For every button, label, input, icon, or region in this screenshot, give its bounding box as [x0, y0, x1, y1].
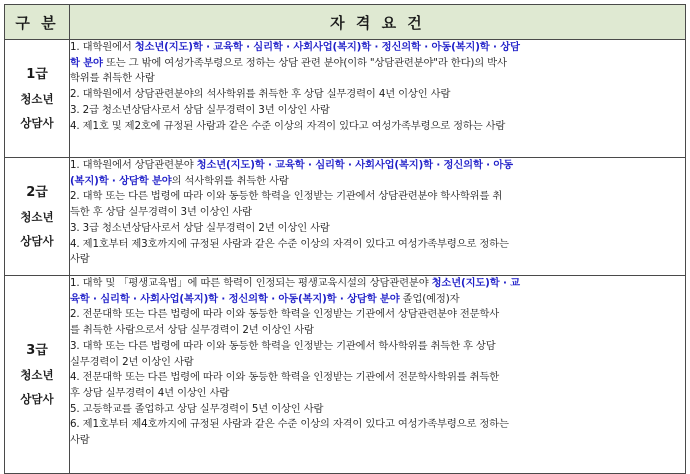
requirement-item: 득한 후 상담 실무경력이 3년 이상인 사람 [70, 206, 252, 219]
requirements-cell [70, 40, 686, 158]
requirement-item [70, 174, 685, 190]
requirement-item: 4. 전문대학 또는 다른 법령에 따라 이와 동등한 학력을 인정받는 기관에서 전문학사학위를 취득한 [70, 371, 500, 384]
requirements-cell [70, 158, 686, 276]
field-highlight: 청소년(지도)학 · 교 [431, 277, 520, 289]
requirement-item [70, 292, 685, 308]
requirement-item [70, 40, 685, 56]
qualification-table [4, 4, 686, 474]
grade-cell [5, 40, 70, 158]
requirement-item: 실무경력이 2년 이상인 사람 [70, 355, 194, 368]
requirement-item: 사람 [70, 434, 90, 447]
requirement-item: 후 상담 실무경력이 4년 이상인 사람 [70, 386, 230, 399]
requirement-text: 1. 대학원에서 상담관련분야 [70, 159, 197, 171]
requirement-item [70, 276, 685, 292]
grade-cell [5, 276, 70, 474]
requirement-item: 6. 제1호부터 제4호까지에 규정된 사람과 같은 수준 이상의 자격이 있다고 여성가족부령으로 정하는 [70, 418, 509, 431]
requirement-item: 3. 2급 청소년상담사로서 상담 실무경력이 3년 이상인 사람 [70, 103, 330, 116]
grade-title-line2: 상담사 [20, 233, 54, 248]
grade-label: 1급 [26, 66, 48, 82]
requirement-item: 학위를 취득한 사람 [70, 72, 155, 85]
requirement-item: 3. 3급 청소년상담사로서 상담 실무경력이 2년 이상인 사람 [70, 221, 330, 234]
requirement-text: 1. 대학원에서 [70, 41, 135, 53]
table-row [5, 158, 686, 276]
requirement-text: 졸업(예정)자 [399, 292, 460, 305]
requirement-item [70, 158, 685, 174]
requirement-item: 4. 제1호 및 제2호에 규정된 사람과 같은 수준 이상의 자격이 있다고 여성가족부령으로 정하는 사람 [70, 119, 506, 132]
table-row [5, 40, 686, 158]
requirement-item: 사람 [70, 253, 90, 266]
field-highlight: 육학 · 심리학 · 사회사업(복지)학 · 정신의학 · 아동(복지)학 · 상담학 분야 [70, 292, 400, 305]
field-highlight: 청소년(지도)학 · 교육학 · 심리학 · 사회사업(복지)학 · 정신의학 · 아동 [196, 159, 513, 171]
grade-title-line1: 청소년 [20, 91, 54, 106]
field-highlight: (복지)학 · 상담학 분야 [70, 174, 172, 187]
requirement-item: 2. 전문대학 또는 다른 법령에 따라 이와 동등한 학력을 인정받는 기관에서 상담관련분야 전문학사 [70, 308, 500, 321]
grade-title-line1: 청소년 [20, 209, 54, 224]
field-highlight: 학 분야 [70, 56, 103, 69]
grade-title-line2: 상담사 [20, 115, 54, 130]
field-highlight: 청소년(지도)학 · 교육학 · 심리학 · 사회사업(복지)학 · 정신의학 · 아동(복지)학 · 상담 [134, 41, 520, 53]
grade-title-line1: 청소년 [20, 367, 54, 382]
requirement-item: 3. 대학 또는 다른 법령에 따라 이와 동등한 학력을 인정받는 기관에서 학사학위를 취득한 후 상담 [70, 339, 496, 352]
table-row [5, 276, 686, 474]
requirement-item: 2. 대학 또는 다른 법령에 따라 이와 동등한 학력을 인정받는 기관에서 상담관련분야 학사학위를 취 [70, 190, 503, 203]
grade-label: 3급 [26, 342, 48, 358]
requirement-item: 4. 제1호부터 제3호까지에 규정된 사람과 같은 수준 이상의 자격이 있다고 여성가족부령으로 정하는 [70, 237, 509, 250]
requirement-text: 의 석사학위를 취득한 사람 [171, 174, 289, 187]
header-row [5, 5, 686, 40]
grade-label: 2급 [26, 184, 48, 200]
requirements-cell [70, 276, 686, 474]
requirement-item [70, 56, 685, 72]
grade-title-line2: 상담사 [20, 391, 54, 406]
header-requirements: 자 격 요 건 [70, 5, 686, 40]
requirement-text: 또는 그 밖에 여성가족부령으로 정하는 상담 관련 분야(이하 "상담관련분야"라 한다)의 박사 [102, 56, 507, 69]
requirement-text: 1. 대학 및 「평생교육법」에 따른 학력이 인정되는 평생교육시설의 상담관련분야 [70, 277, 432, 289]
requirement-item: 5. 고등학교를 졸업하고 상담 실무경력이 5년 이상인 사람 [70, 402, 324, 415]
requirement-item: 2. 대학원에서 상담관련분야의 석사학위를 취득한 후 상담 실무경력이 4년 이상인 사람 [70, 88, 451, 101]
grade-cell [5, 158, 70, 276]
requirement-item: 를 취득한 사람으로서 상담 실무경력이 2년 이상인 사람 [70, 324, 314, 337]
header-category: 구 분 [5, 5, 70, 40]
